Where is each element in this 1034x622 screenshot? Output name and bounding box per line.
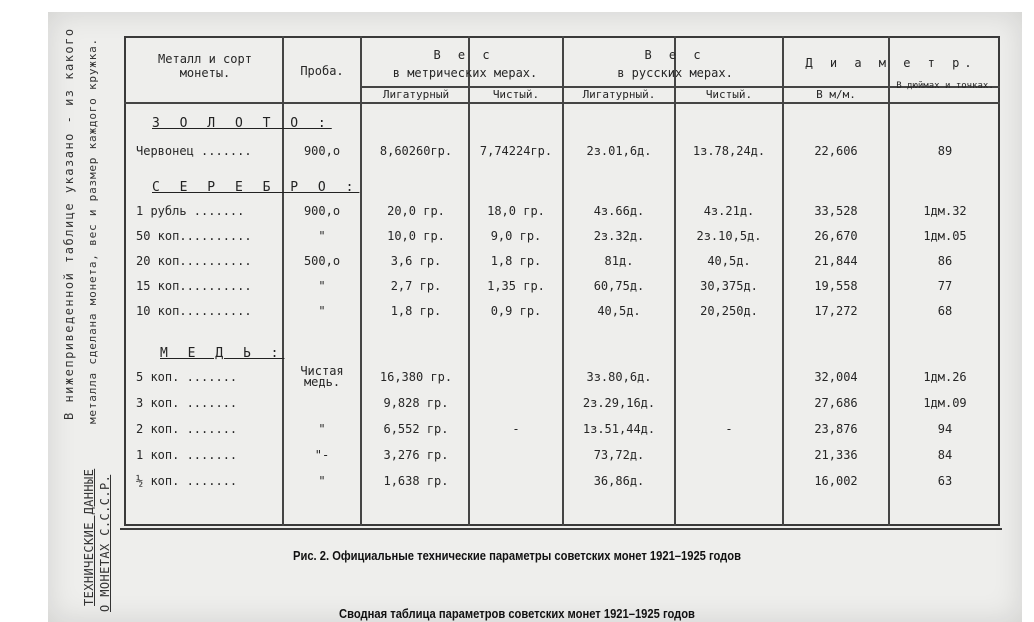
cell-proba: " bbox=[318, 474, 326, 488]
cell-proba: Чистая медь. bbox=[300, 364, 344, 389]
cell-pure-r: 30,375д. bbox=[700, 279, 758, 293]
section-copper: М Е Д Ь : bbox=[160, 346, 285, 361]
cell-lig-m: 16,380 гр. bbox=[379, 370, 453, 384]
cell-inch: 1дм.26 bbox=[923, 370, 967, 384]
cell-pure-m: 9,0 гр. bbox=[490, 229, 542, 243]
cell-mm: 23,876 bbox=[814, 422, 858, 436]
cell-mm: 26,670 bbox=[814, 229, 858, 243]
cell-pure-m: 1,8 гр. bbox=[490, 254, 542, 268]
cell-pure-r: 2з.10,5д. bbox=[696, 229, 762, 243]
side-title-line-2: О МОНЕТАХ С.С.С.Р. bbox=[98, 474, 112, 612]
cell-inch: 86 bbox=[937, 254, 953, 268]
cell-name: 50 коп.......... bbox=[136, 229, 252, 243]
cell-inch: 84 bbox=[937, 448, 953, 462]
header-ligature-metric: Лигатурный bbox=[382, 88, 450, 101]
cell-pure-r: 1з.78,24д. bbox=[692, 144, 766, 158]
table-bottom-rule bbox=[120, 528, 1002, 530]
coin-parameters-table bbox=[118, 36, 1008, 534]
cell-mm: 21,336 bbox=[814, 448, 858, 462]
cell-inch: 1дм.32 bbox=[923, 204, 967, 218]
cell-lig-r: 2з.32д. bbox=[593, 229, 645, 243]
cell-proba: " bbox=[318, 304, 326, 318]
cell-mm: 27,686 bbox=[814, 396, 858, 410]
col-line bbox=[888, 36, 890, 526]
cell-lig-m: 10,0 гр. bbox=[387, 229, 445, 243]
cell-name: 2 коп. ....... bbox=[136, 422, 238, 436]
cell-pure-r: - bbox=[725, 422, 733, 436]
cell-proba: 500,о bbox=[303, 254, 341, 268]
header-pure-metric: Чистый. bbox=[492, 88, 540, 101]
cell-name: ½ коп. ....... bbox=[136, 474, 238, 488]
cell-mm: 33,528 bbox=[814, 204, 858, 218]
header-ves-metric: В е с bbox=[433, 48, 495, 62]
cell-lig-m: 1,8 гр. bbox=[390, 304, 442, 318]
cell-lig-r: 2з.01,6д. bbox=[586, 144, 652, 158]
cell-lig-m: 1,638 гр. bbox=[383, 474, 449, 488]
cell-proba: "- bbox=[314, 448, 330, 462]
cell-lig-m: 3,6 гр. bbox=[390, 254, 442, 268]
cell-inch: 63 bbox=[937, 474, 953, 488]
cell-pure-m: 7,74224гр. bbox=[479, 144, 553, 158]
side-note-line-2: металла сделана монета, вес и размер каждого кружка. bbox=[86, 38, 99, 424]
col-line bbox=[360, 36, 362, 526]
cell-pure-m: 1,35 гр. bbox=[487, 279, 545, 293]
cell-lig-r: 40,5д. bbox=[597, 304, 641, 318]
col-line bbox=[282, 36, 284, 526]
cell-proba: " bbox=[318, 279, 326, 293]
cell-proba: 900,о bbox=[303, 144, 341, 158]
header-ves-metric-sub: в метрических мерах. bbox=[392, 66, 538, 80]
cell-pure-r: 4з.21д. bbox=[703, 204, 755, 218]
cell-name: 1 рубль ....... bbox=[136, 204, 245, 218]
cell-pure-m: 18,0 гр. bbox=[487, 204, 545, 218]
header-bottom-line bbox=[124, 102, 1000, 104]
header-ligature-russian: Лигатурный. bbox=[582, 88, 656, 101]
cell-mm: 17,272 bbox=[814, 304, 858, 318]
header-ves-russian-sub: в русских мерах. bbox=[617, 66, 733, 80]
cell-inch: 68 bbox=[937, 304, 953, 318]
cell-mm: 21,844 bbox=[814, 254, 858, 268]
cell-name: 5 коп. ....... bbox=[136, 370, 238, 384]
summary-caption: Сводная таблица параметров советских монет 1921–1925 годов bbox=[339, 606, 695, 621]
cell-lig-r: 81д. bbox=[604, 254, 634, 268]
header-ves-russian: В е с bbox=[644, 48, 706, 62]
cell-pure-r: 40,5д. bbox=[707, 254, 751, 268]
cell-name: 20 коп.......... bbox=[136, 254, 252, 268]
cell-lig-r: 36,86д. bbox=[593, 474, 645, 488]
cell-lig-r: 1з.51,44д. bbox=[582, 422, 656, 436]
cell-pure-m: - bbox=[512, 422, 520, 436]
side-note-line-1: В нижеприведенной таблице указано - из какого bbox=[62, 27, 76, 420]
cell-mm: 19,558 bbox=[814, 279, 858, 293]
cell-mm: 16,002 bbox=[814, 474, 858, 488]
cell-name: Червонец ....... bbox=[136, 144, 252, 158]
cell-name: 3 коп. ....... bbox=[136, 396, 238, 410]
header-inches: В дюймах и точках. bbox=[896, 81, 994, 91]
figure-caption: Рис. 2. Официальные технические параметры советских монет 1921–1925 годов bbox=[293, 548, 741, 563]
cell-inch: 94 bbox=[937, 422, 953, 436]
cell-lig-m: 8,60260гр. bbox=[379, 144, 453, 158]
cell-pure-r: 20,250д. bbox=[700, 304, 758, 318]
cell-lig-r: 60,75д. bbox=[593, 279, 645, 293]
cell-mm: 22,606 bbox=[814, 144, 858, 158]
cell-proba: " bbox=[318, 422, 326, 436]
cell-name: 1 коп. ....... bbox=[136, 448, 238, 462]
cell-inch: 89 bbox=[937, 144, 953, 158]
header-pure-russian: Чистый. bbox=[705, 88, 753, 101]
cell-lig-m: 6,552 гр. bbox=[383, 422, 449, 436]
cell-inch: 1дм.05 bbox=[923, 229, 967, 243]
cell-name: 15 коп.......... bbox=[136, 279, 252, 293]
cell-name: 10 коп.......... bbox=[136, 304, 252, 318]
cell-proba: " bbox=[318, 229, 326, 243]
cell-lig-r: 73,72д. bbox=[593, 448, 645, 462]
side-title-line-1: ТЕХНИЧЕСКИЕ ДАННЫЕ bbox=[82, 468, 96, 606]
cell-lig-r: 4з.66д. bbox=[593, 204, 645, 218]
cell-lig-m: 2,7 гр. bbox=[390, 279, 442, 293]
header-metal: Металл и сорт монеты. bbox=[158, 52, 252, 80]
header-proba: Проба. bbox=[300, 64, 344, 78]
cell-inch: 77 bbox=[937, 279, 953, 293]
section-gold: З О Л О Т О : bbox=[152, 116, 332, 131]
cell-mm: 32,004 bbox=[814, 370, 858, 384]
cell-lig-r: 3з.80,6д. bbox=[586, 370, 652, 384]
cell-lig-m: 3,276 гр. bbox=[383, 448, 449, 462]
cell-pure-m: 0,9 гр. bbox=[490, 304, 542, 318]
cell-proba: 900,о bbox=[303, 204, 341, 218]
header-diameter: Д и а м е т р. bbox=[805, 56, 977, 70]
cell-lig-m: 9,828 гр. bbox=[383, 396, 449, 410]
section-silver: С Е Р Е Б Р О : bbox=[152, 180, 360, 195]
header-mm: В м/м. bbox=[816, 88, 856, 101]
cell-lig-m: 20,0 гр. bbox=[387, 204, 445, 218]
cell-lig-r: 2з.29,16д. bbox=[582, 396, 656, 410]
cell-inch: 1дм.09 bbox=[923, 396, 967, 410]
